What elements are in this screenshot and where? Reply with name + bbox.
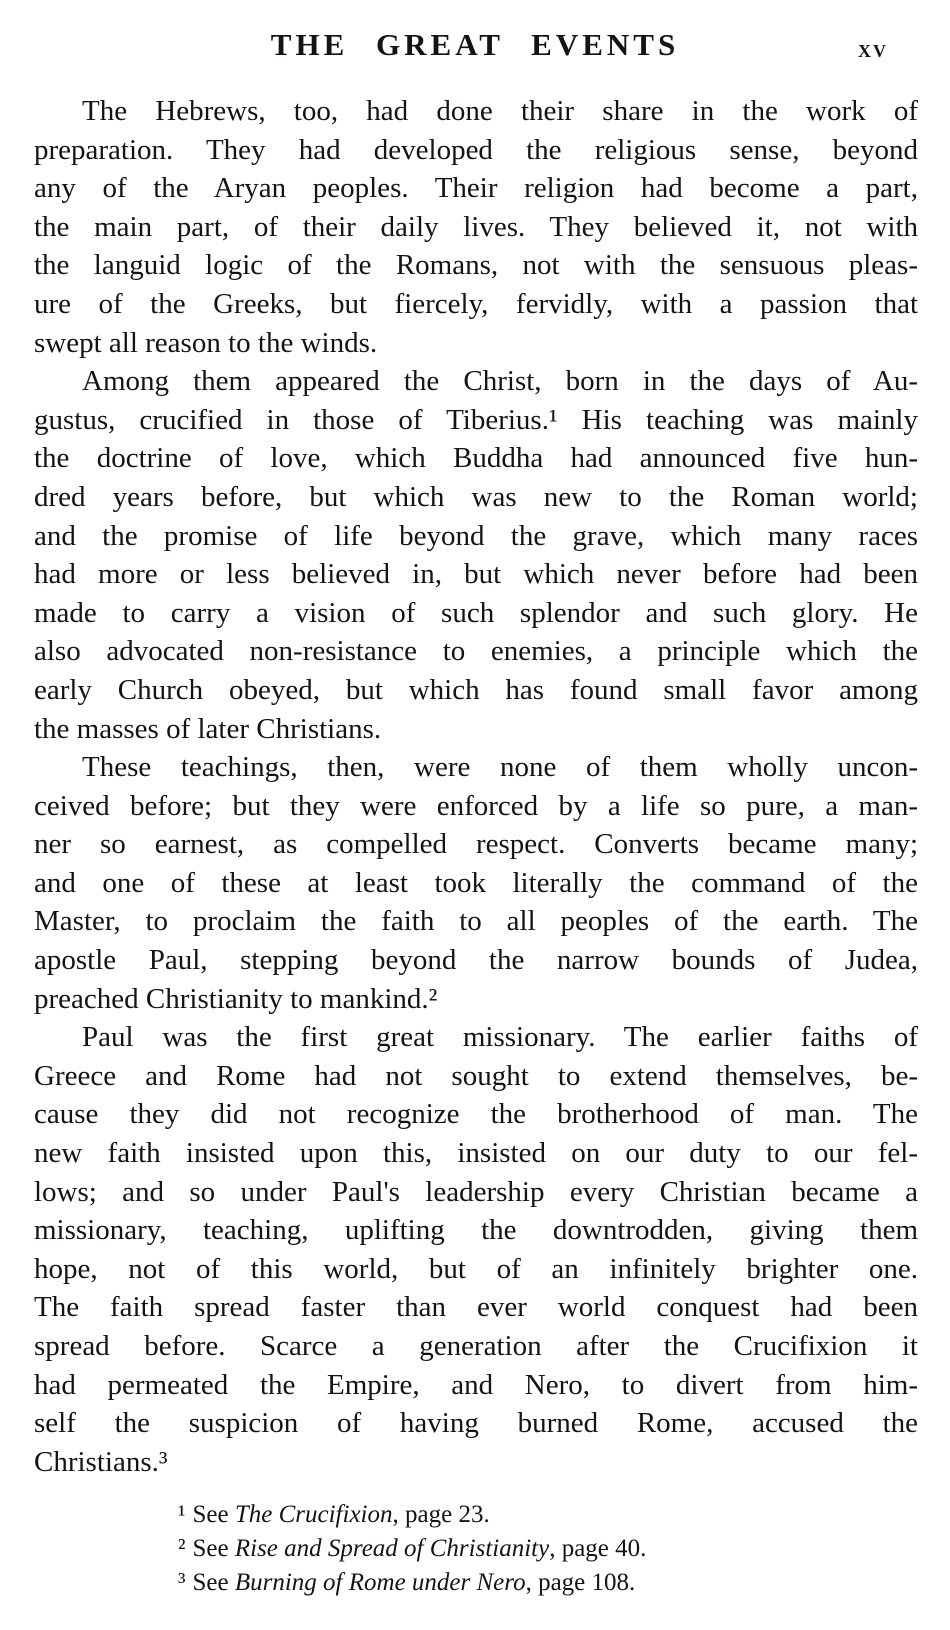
text-line: dred years before, but which was new to the Roman world; (34, 480, 918, 513)
text-line: cause they did not recognize the brotherhood of man. The (34, 1098, 918, 1131)
text-line: ner so earnest, as compelled respect. Converts became many; (34, 828, 918, 861)
text-line: Paul was the first great missionary. The earlier faiths of (82, 1021, 918, 1054)
text-line: made to carry a vision of such splendor and such glory. He (34, 596, 918, 629)
text-line: Master, to proclaim the faith to all peoples of the earth. The (34, 905, 918, 938)
text-line: had more or less believed in, but which never before had been (34, 558, 918, 591)
text-line: early Church obeyed, but which has found small favor among (34, 673, 918, 706)
footnote-work-title: The Crucifixion (234, 1501, 393, 1528)
body-text (34, 92, 918, 1481)
text-line: the masses of later Christians. (34, 712, 382, 745)
text-line: hope, not of this world, but of an infinitely brighter one. (34, 1252, 918, 1285)
text-line: These teachings, then, were none of them wholly uncon- (82, 751, 918, 784)
text-line: Greece and Rome had not sought to extend themselves, be- (34, 1059, 918, 1092)
footnote-work-title: Rise and Spread of Christianity (234, 1535, 550, 1562)
text-line: any of the Aryan peoples. Their religion had become a part, (34, 172, 918, 205)
footnote-page-ref: , page 108. (525, 1569, 636, 1596)
footnote-text: See (192, 1501, 235, 1528)
text-line: also advocated non-resistance to enemies, a principle which the (34, 635, 918, 668)
footnote-marker: ¹ (178, 1501, 186, 1528)
text-line: Christians.³ (34, 1445, 168, 1478)
paragraph (34, 1018, 918, 1481)
text-line: new faith insisted upon this, insisted on our duty to our fel- (34, 1137, 918, 1170)
text-line: preached Christianity to mankind.² (34, 982, 438, 1015)
text-line: self the suspicion of having burned Rome, accused the (34, 1407, 918, 1440)
footnote (178, 1498, 918, 1532)
text-line: and one of these at least took literally the command of the (34, 866, 918, 899)
text-line: preparation. They had developed the religious sense, beyond (34, 133, 918, 166)
text-line: Among them appeared the Christ, born in the days of Au- (82, 365, 918, 398)
text-line: The faith spread faster than ever world conquest had been (34, 1291, 918, 1324)
text-line: and the promise of life beyond the grave, which many races (34, 519, 918, 552)
text-line: the main part, of their daily lives. They believed it, not with (34, 210, 918, 243)
footnote-page-ref: , page 23. (392, 1501, 490, 1528)
footnote-marker: ² (178, 1535, 186, 1562)
page-title: THE GREAT EVENTS (270, 27, 680, 62)
footnote-page-ref: , page 40. (549, 1535, 647, 1562)
footnote-text: See (192, 1535, 235, 1562)
paragraph (34, 748, 918, 1018)
page-number: xv (858, 34, 888, 63)
footnotes (178, 1498, 918, 1600)
footnote (178, 1566, 918, 1600)
text-line: swept all reason to the winds. (34, 326, 378, 359)
footnote (178, 1532, 918, 1566)
text-line: The Hebrews, too, had done their share in the work of (82, 95, 918, 127)
text-line: gustus, crucified in those of Tiberius.¹ His teaching was mainly (34, 403, 918, 436)
text-line: apostle Paul, stepping beyond the narrow bounds of Judea, (34, 944, 918, 977)
footnote-text: See (192, 1569, 235, 1596)
footnote-work-title: Burning of Rome under Nero (234, 1569, 526, 1596)
footnote-marker: ³ (178, 1569, 186, 1596)
paragraph (34, 362, 918, 748)
paragraph (34, 92, 918, 362)
running-header (34, 28, 916, 64)
text-line: ure of the Greeks, but fiercely, fervidly, with a passion that (34, 287, 918, 320)
text-line: spread before. Scarce a generation after the Crucifixion it (34, 1330, 918, 1362)
text-line: the languid logic of the Romans, not with the sensuous pleas- (34, 249, 918, 282)
text-line: missionary, teaching, uplifting the downtrodden, giving them (34, 1214, 918, 1247)
text-line: had permeated the Empire, and Nero, to divert from him- (34, 1368, 918, 1401)
text-line: lows; and so under Paul's leadership every Christian became a (34, 1175, 918, 1208)
text-line: ceived before; but they were enforced by a life so pure, a man- (34, 789, 918, 822)
text-line: the doctrine of love, which Buddha had announced five hun- (34, 442, 918, 475)
